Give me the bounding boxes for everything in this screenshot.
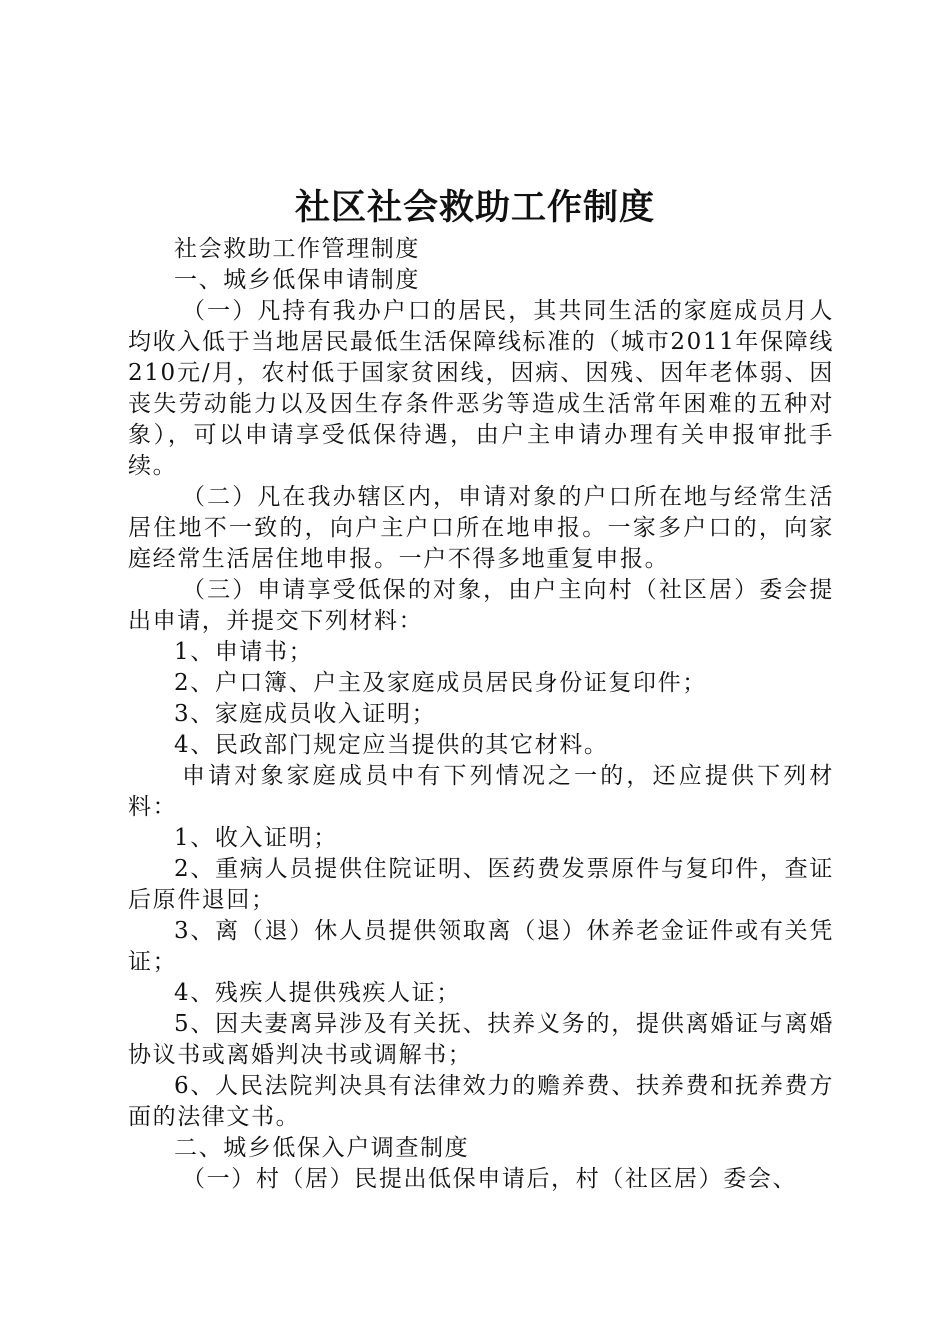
paragraph: 3、离（退）休人员提供领取离（退）休养老金证件或有关凭证； bbox=[128, 918, 834, 975]
paragraph: 5、因夫妻离异涉及有关抚、扶养义务的，提供离婚证与离婚协议书或离婚判决书或调解书； bbox=[128, 1011, 834, 1068]
paragraph: 一、城乡低保申请制度 bbox=[174, 267, 420, 293]
document-body bbox=[128, 234, 834, 1195]
paragraph: 2、重病人员提供住院证明、医药费发票原件与复印件，查证后原件退回； bbox=[128, 856, 834, 913]
paragraph: （二）凡在我办辖区内，申请对象的户口所在地与经常生活居住地不一致的，向户主户口所在地申报。一家多户口的，向家庭经常生活居住地申报。一户不得多地重复申报。 bbox=[128, 484, 834, 572]
paragraph: 社会救助工作管理制度 bbox=[174, 236, 420, 262]
paragraph: （一）凡持有我办户口的居民，其共同生活的家庭成员月人均收入低于当地居民最低生活保障线标准的（城市2011年保障线210元/月，农村低于国家贫困线，因病、因残、因年老体弱、因丧失劳动能力以及因生存条件恶劣等造成生活常年困难的五种对象），可以申请享受低保待遇，由户主申请办理有关申报审批手续。 bbox=[128, 298, 834, 479]
paragraph: 3、家庭成员收入证明； bbox=[174, 701, 437, 727]
paragraph: 4、残疾人提供残疾人证； bbox=[174, 980, 461, 1006]
paragraph: 二、城乡低保入户调查制度 bbox=[174, 1135, 470, 1161]
paragraph: 申请对象家庭成员中有下列情况之一的，还应提供下列材料： bbox=[128, 763, 834, 820]
paragraph: （三）申请享受低保的对象，由户主向村（社区居）委会提出申请，并提交下列材料： bbox=[128, 577, 834, 634]
document-title: 社区社会救助工作制度 bbox=[294, 188, 655, 228]
paragraph: 1、申请书； bbox=[174, 639, 314, 665]
paragraph: 1、收入证明； bbox=[174, 825, 338, 851]
paragraph: 4、民政部门规定应当提供的其它材料。 bbox=[174, 732, 609, 758]
paragraph: （一）村（居）民提出低保申请后，村（社区居）委会、 bbox=[182, 1166, 798, 1192]
paragraph: 2、户口簿、户主及家庭成员居民身份证复印件； bbox=[174, 670, 707, 696]
paragraph: 6、人民法院判决具有法律效力的赡养费、扶养费和抚养费方面的法律文书。 bbox=[128, 1073, 834, 1130]
